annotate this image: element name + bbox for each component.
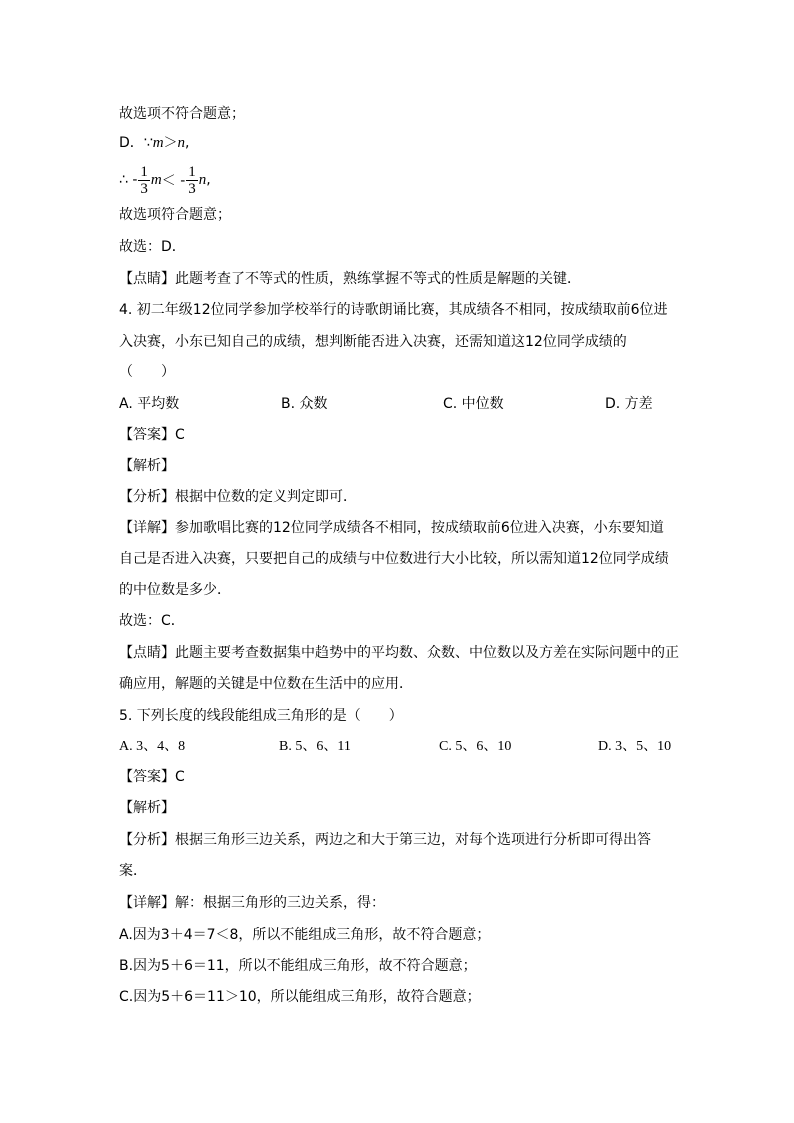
analysis-heading: 【解析】	[119, 800, 175, 816]
condition-d	[119, 133, 189, 153]
analysis-text: 【分析】根据三角形三边关系，两边之和大于第三边，对每个选项进行分析即可得出答	[119, 832, 651, 848]
detail-text: C.因为5＋6＝11＞10，所以能组成三角形，故符合题意；	[119, 989, 481, 1005]
fraction-denominator: 3	[140, 180, 148, 197]
question-5-stem: 5. 下列长度的线段能组成三角形的是（ ）	[119, 708, 403, 724]
therefore-symbol: ∴ -	[119, 172, 138, 188]
detail-text: 自己是否进入决赛，只要把自己的成绩与中位数进行大小比较，所以需知道12位同学成绩	[119, 551, 669, 567]
fraction-numerator: 1	[188, 163, 196, 180]
var-n: n	[198, 171, 207, 188]
detail-text: B.因为5＋6＝11，所以不能组成三角形，故不符合题意；	[119, 958, 477, 974]
gt-sign: ＞	[163, 135, 178, 151]
option-a: A. 平均数	[119, 396, 180, 412]
option-d: D. 方差	[605, 396, 653, 412]
option-a: A. 3、4、8	[119, 739, 186, 754]
option-b: B. 5、6、11	[279, 739, 351, 754]
var-m: m	[150, 171, 162, 188]
answer-label: 【答案】C	[119, 769, 185, 785]
comment-line: 【点睛】此题主要考查数据集中趋势中的平均数、众数、中位数以及方差在实际问题中的正	[119, 645, 679, 661]
fraction-one-third	[186, 164, 198, 197]
answer-choice: 故选：C．	[119, 613, 185, 629]
comma: ,	[185, 135, 190, 151]
answer-label: 【答案】C	[119, 427, 185, 443]
lt-sign: ＜ -	[161, 173, 186, 189]
var-n: n	[177, 135, 186, 151]
comment-line: 【点睛】此题考查了不等式的性质，熟练掌握不等式的性质是解题的关键．	[119, 271, 581, 287]
fraction-one-third	[138, 164, 150, 197]
question-4-stem: 4. 初二年级12位同学参加学校举行的诗歌朗诵比赛，其成绩各不相同，按成绩取前6位进	[119, 302, 668, 318]
option-c: C. 5、6、10	[439, 739, 512, 754]
option-b: B. 众数	[281, 396, 328, 412]
detail-text: 【详解】解：根据三角形的三边关系，得：	[119, 895, 385, 911]
analysis-text: 案．	[119, 863, 147, 879]
text-line: 故选项不符合题意；	[119, 106, 245, 122]
comma: ,	[206, 172, 211, 188]
question-4-stem: 入决赛，小东已知自己的成绩，想判断能否进入决赛，还需知道这12位同学成绩的	[119, 334, 627, 350]
detail-text: 的中位数是多少．	[119, 582, 231, 598]
analysis-heading: 【解析】	[119, 458, 175, 474]
question-4-stem: （ ）	[119, 364, 175, 380]
condition-prefix: D．∵	[119, 135, 153, 151]
option-c: C. 中位数	[443, 396, 504, 412]
option-d: D. 3、5、10	[598, 739, 672, 754]
fraction-denominator: 3	[188, 180, 196, 197]
fraction-numerator: 1	[140, 163, 148, 180]
inequality-formula	[119, 158, 211, 202]
comment-line: 确应用，解题的关键是中位数在生活中的应用．	[119, 676, 413, 692]
analysis-text: 【分析】根据中位数的定义判定即可．	[119, 489, 357, 505]
answer-choice: 故选：D．	[119, 239, 186, 255]
detail-text: 【详解】参加歌唱比赛的12位同学成绩各不相同，按成绩取前6位进入决赛，小东要知道	[119, 520, 664, 536]
text-line: 故选项符合题意；	[119, 207, 231, 223]
var-m: m	[152, 135, 164, 151]
detail-text: A.因为3＋4＝7＜8，所以不能组成三角形，故不符合题意；	[119, 927, 491, 943]
